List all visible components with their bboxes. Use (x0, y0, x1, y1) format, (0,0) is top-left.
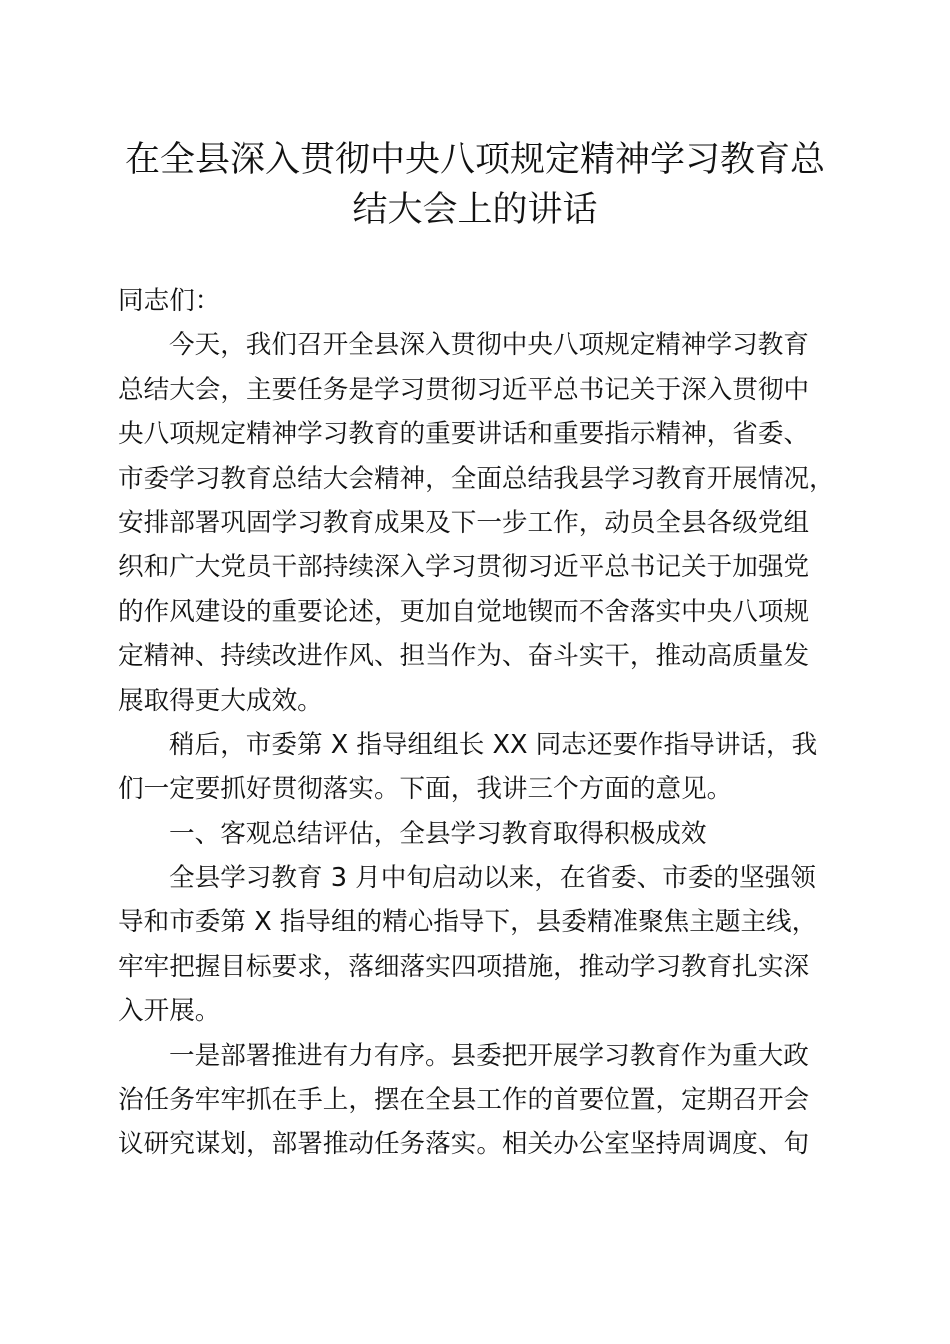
text-line: 展取得更大成效。 (118, 685, 323, 716)
text-line: 稍后，市委第 X 指导组组长 XX 同志还要作指导讲话，我 (169, 729, 818, 760)
text-line: 市委学习教育总结大会精神，全面总结我县学习教育开展情况， (118, 463, 835, 494)
text-line: 央八项规定精神学习教育的重要讲话和重要指示精神，省委、 (118, 419, 810, 450)
text-line: 治任务牢牢抓在手上，摆在全县工作的首要位置，定期召开会 (118, 1085, 810, 1116)
body-lines (118, 323, 838, 1166)
text-line: 总结大会，主要任务是学习贯彻习近平总书记关于深入贯彻中 (118, 374, 810, 405)
title-line-1: 在全县深入贯彻中央八项规定精神学习教育总 (124, 140, 825, 180)
document-body (118, 279, 838, 1167)
text-line: 议研究谋划，部署推动任务落实。相关办公室坚持周调度、旬 (118, 1129, 810, 1160)
text-line: 导和市委第 X 指导组的精心指导下，县委精准聚焦主题主线， (118, 907, 818, 938)
text-line: 牢牢把握目标要求，落细落实四项措施，推动学习教育扎实深 (118, 951, 810, 982)
title-line-2: 结大会上的讲话 (352, 190, 598, 230)
text-line: 安排部署巩固学习教育成果及下一步工作，动员全县各级党组 (118, 507, 810, 538)
text-line: 们一定要抓好贯彻落实。下面，我讲三个方面的意见。 (118, 774, 733, 805)
text-line: 一是部署推进有力有序。县委把开展学习教育作为重大政 (169, 1040, 809, 1071)
text-line: 一、客观总结评估，全县学习教育取得积极成效 (169, 818, 707, 849)
document-title (110, 135, 840, 235)
salutation: 同志们： (118, 286, 221, 316)
text-line: 定精神、持续改进作风、担当作为、奋斗实干，推动高质量发 (118, 641, 810, 672)
text-line: 全县学习教育 3 月中旬启动以来，在省委、市委的坚强领 (169, 863, 816, 894)
text-line: 织和广大党员干部持续深入学习贯彻习近平总书记关于加强党 (118, 552, 810, 583)
text-line: 入开展。 (118, 996, 221, 1027)
text-line: 今天，我们召开全县深入贯彻中央八项规定精神学习教育 (169, 330, 809, 361)
text-line: 的作风建设的重要论述，更加自觉地锲而不舍落实中央八项规 (118, 596, 810, 627)
